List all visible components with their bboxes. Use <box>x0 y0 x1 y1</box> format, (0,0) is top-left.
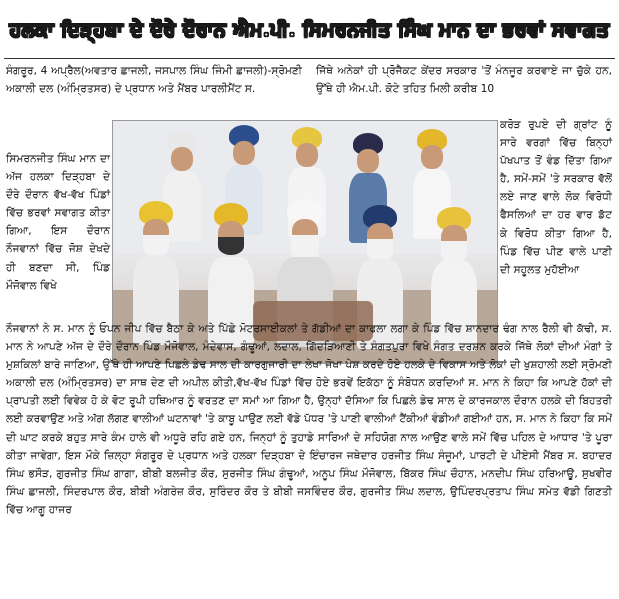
article-text-left-narrow: ਸਿਮਰਨਜੀਤ ਸਿੰਘ ਮਾਨ ਦਾ ਅੱਜ ਹਲਕਾ ਦਿੜ੍ਹਬਾ ਦੇ ਦੌਰੇ ਦੌਰਾਨ ਵੱਖ-ਵੱਖ ਪਿੰਡਾਂ ਵਿੱਚ ਭਰਵਾਂ ਸਵਾਗਤ ਕੀਤਾ ਗਿਆ, ਇਸ ਦੌਰਾਨ ਨੌਜਵਾਨਾਂ ਵਿੱਚ ਜੋਸ਼ ਦੇਖਦੇ ਹੀ ਬਣਦਾ ਸੀ, ਪਿੰਡ ਮੌਜੋਵਾਲ ਵਿਖੇ <box>6 153 110 292</box>
headline: ਹਲਕਾ ਦਿੜ੍ਹਬਾ ਦੇ ਦੌਰੇ ਦੌਰਾਨ ਐਮ.ਪੀ. ਸਿਮਰਨਜੀਤ ਸਿੰਘ ਮਾਨ ਦਾ ਭਰਵਾਂ ਸਵਾਗਤ <box>9 19 610 41</box>
headline-rule <box>4 58 615 59</box>
article-lead-text: ਸੰਗਰੂਰ, 4 ਅਪ੍ਰੈਲ(ਅਵਤਾਰ ਛਾਜਲੀ, ਜਸਪਾਲ ਸਿੰਘ ਜਿੰਮੀ ਛਾਜਲੀ)-ਸ੍ਰੋਮਣੀ ਅਕਾਲੀ ਦਲ (ਅੰਮ੍ਰਿਤਸਰ) ਦੇ ਪ੍ਰਧਾਨ ਅਤੇ ਮੈਂਬਰ ਪਾਰਲੀਮੈਂਟ ਸ. <box>6 65 302 96</box>
article-body-text: ਨੌਜਵਾਨਾਂ ਨੇ ਸ. ਮਾਨ ਨੂੰ ਓਪਨ ਜੀਪ ਵਿੱਚ ਬੈਠਾ ਕੇ ਅਤੇ ਪਿੱਛੇ ਮੋਟਰਸਾਈਕਲਾਂ ਤੇ ਗੱਡੀਆਂ ਦਾ ਕਾਫਲਾ ਲਗਾ ਕੇ ਪਿੰਡ ਵਿੱਚ ਸ਼ਾਨਦਾਰ ਢੰਗ ਨਾਲ ਰੈਲੀ ਵੀ ਕੱਢੀ, ਸ. ਮਾਨ ਨੇ ਆਪਣੇ ਅੱਜ ਦੇ ਦੌਰੇ ਦੌਰਾਨ ਪਿੰਡ ਮੌਜੋਵਾਲ, ਮੰਦੇਵਾਸ, ਗੰਢੂਆਂ, ਲਦਾਲ, ਗਿੱਦੜਿਆਣੀ ਤੇ ਸੰਗਤਪੁਰਾ ਵਿਖੇ ਸੰਗਤ ਦਰਸ਼ਨ ਕਰਕੇ ਜਿੱਥੇ ਲੋਕਾਂ ਦੀਆਂ ਮੰਗਾਂ ਤੇ ਮੁਸ਼ਕਿਲਾਂ ਬਾਰੇ ਜਾਣਿਆ, ਉੱਥੇ ਹੀ ਆਪਣੇ ਪਿਛਲੇ ਡੇਢ ਸਾਲ ਦੀ ਕਾਰਗੁਜਾਰੀ ਦਾ ਲੇਖਾ ਜੋਖਾ ਪੇਸ਼ ਕਰਦੇ ਹੋਏ ਹਲਕੇ ਦੇ ਵਿਕਾਸ ਅਤੇ ਲੋਕਾਂ ਦੀ ਖੁਸ਼ਹਾਲੀ ਲਈ ਸ੍ਰੋਮਣੀ ਅਕਾਲੀ ਦਲ (ਅੰਮ੍ਰਿਤਸਰ) ਦਾ ਸਾਥ ਦੇਣ ਦੀ ਅਪੀਲ ਕੀਤੀ,ਵੱਖ-ਵੱਖ ਪਿੰਡਾਂ ਵਿੱਚ ਹੋਏ ਭਰਵੇਂ ਇਕੱਠਾ ਨੂੰ ਸੰਬੋਧਨ ਕਰਦਿਆਂ ਸ. ਮਾਨ ਨੇ ਕਿਹਾ ਕਿ ਆਪਣੇ ਹੱਕਾਂ ਦੀ ਪ੍ਰਾਪਤੀ ਲਈ ਵਿਵੇਕ ਹੋ ਕੇ ਵੋਟ ਰੂਪੀ ਹਥਿਆਰ ਨੂੰ ਵਰਤਣ ਦਾ ਸਮਾਂ ਆ ਗਿਆ ਹੈ, ਉਨ੍ਹਾਂ ਦੱਸਿਆ ਕਿ ਪਿਛਲੇ ਡੇਢ ਸਾਲ ਦੇ ਕਾਰਜਕਾਲ ਦੌਰਾਨ ਹਲਕੇ ਦੀ ਬਿਹਤਰੀ ਲਈ ਕਰਵਾਉਣ ਅਤੇ ਅੱਗ ਲੱਗਣ ਵਾਲੀਆਂ ਘਟਨਾਵਾਂ 'ਤੇ ਕਾਬੂ ਪਾਉਣ ਲਈ ਵੱਡੇ ਪੱਧਰ 'ਤੇ ਪਾਣੀ ਵਾਲੀਆਂ ਟੈਂਕੀਆਂ ਵੰਡੀਆਂ ਗਈਆਂ ਹਨ, ਸ. ਮਾਨ ਨੇ ਕਿਹਾ ਕਿ ਸਮੇਂ ਦੀ ਘਾਟ ਕਰਕੇ ਬਹੁਤ ਸਾਰੇ ਕੰਮ ਹਾਲੇ ਵੀ ਅਧੂਰੇ ਰਹਿ ਗਏ ਹਨ, ਜਿਨ੍ਹਾਂ ਨੂੰ ਤੁਹਾਡੇ ਸਾਰਿਆਂ ਦੇ ਸਹਿਯੋਗ ਨਾਲ ਆਉਣ ਵਾਲੇ ਸਮੇਂ ਵਿੱਚ ਪਹਿਲ ਦੇ ਆਧਾਰ 'ਤੇ ਪੂਰਾ ਕੀਤਾ ਜਾਵੇਗਾ, ਇਸ ਮੌਕੇ ਜ਼ਿਲ੍ਹਾ ਸੰਗਰੂਰ ਦੇ ਪ੍ਰਧਾਨ ਅਤੇ ਹਲਕਾ ਦਿੜ੍ਹਬਾ ਦੇ ਇੰਚਾਰਜ ਜਥੇਦਾਰ ਹਰਜੀਤ ਸਿੰਘ ਸੰਜੂਮਾਂ, ਪਾਰਟੀ ਦੇ ਪੀਏਸੀ ਮੈਂਬਰ ਸ. ਬਹਾਦਰ ਸਿੰਘ ਭਸੌੜ, ਗੁਰਜੀਤ ਸਿੰਘ ਗਾਗਾ, ਬੀਬੀ ਬਲਜੀਤ ਕੌਰ, ਸੁਰਜੀਤ ਸਿੰਘ ਗੰਢੂਆਂ, ਅਨੂਪ ਸਿੰਘ ਮੌਜੋਵਾਲ, ਬਿੱਕਰ ਸਿੰਘ ਚੌਹਾਨ, ਮਨਦੀਪ ਸਿੰਘ ਹਰਿਆਊ, ਸੁਖਵੀਰ ਸਿੰਘ ਛਾਜਲੀ, ਸਿੰਦਰਪਾਲ ਕੌਰ, ਬੀਬੀ ਅੰਗਰੇਜ਼ ਕੌਰ, ਸੁਰਿੰਦਰ ਕੌਰ ਤੇ ਬੀਬੀ ਜਸਵਿੰਦਰ ਕੌਰ, ਗੁਰਜੀਤ ਸਿੰਘ ਲਦਾਲ, ਉਪਿੰਦਰਪ੍ਰਤਾਪ ਸਿੰਘ ਸਮੇਤ ਵੱਡੀ ਗਿਣਤੀ ਵਿੱਚ ਆਗੂ ਹਾਜਰ <box>6 323 612 516</box>
article-column-right <box>316 62 612 116</box>
article-column-full <box>6 320 612 596</box>
article-column-left-narrow <box>6 150 110 318</box>
article-text-right-narrow: ਕਰੋੜ ਰੁਪਏ ਦੀ ਗ੍ਰਾਂਟ ਨੂੰ ਸਾਰੇ ਵਰਗਾਂ ਵਿੱਚ ਬਿਨ੍ਹਾਂ ਪੱਖਪਾਤ ਤੋਂ ਵੰਡ ਦਿੱਤਾ ਗਿਆ ਹੈ, ਸਮੇਂ-ਸਮੇਂ 'ਤੇ ਸਰਕਾਰ ਵੱਲੋਂ ਲਏ ਜਾਣ ਵਾਲੇ ਲੋਕ ਵਿਰੋਧੀ ਫੈਸਲਿਆਂ ਦਾ ਹਰ ਵਾਰ ਡੱਟ ਕੇ ਵਿਰੋਧ ਕੀਤਾ ਗਿਆ ਹੈ, ਪਿੰਡ ਵਿੱਚ ਪੀਣ ਵਾਲੇ ਪਾਣੀ ਦੀ ਸਹੂਲਤ ਮੁਹੱਈਆ <box>500 119 612 276</box>
article-text-right-top: ਜਿੱਥੇ ਅਨੇਕਾਂ ਹੀ ਪ੍ਰੋਜੈਕਟ ਕੇਂਦਰ ਸਰਕਾਰ 'ਤੋਂ ਮੰਨਜੂਰ ਕਰਵਾਏ ਜਾ ਚੁੱਕੇ ਹਨ, ਉੱਥੇ ਹੀ ਐਮ.ਪੀ. ਕੋਟੇ ਤਹਿਤ ਮਿਲੀ ਕਰੀਬ 10 <box>316 65 612 96</box>
